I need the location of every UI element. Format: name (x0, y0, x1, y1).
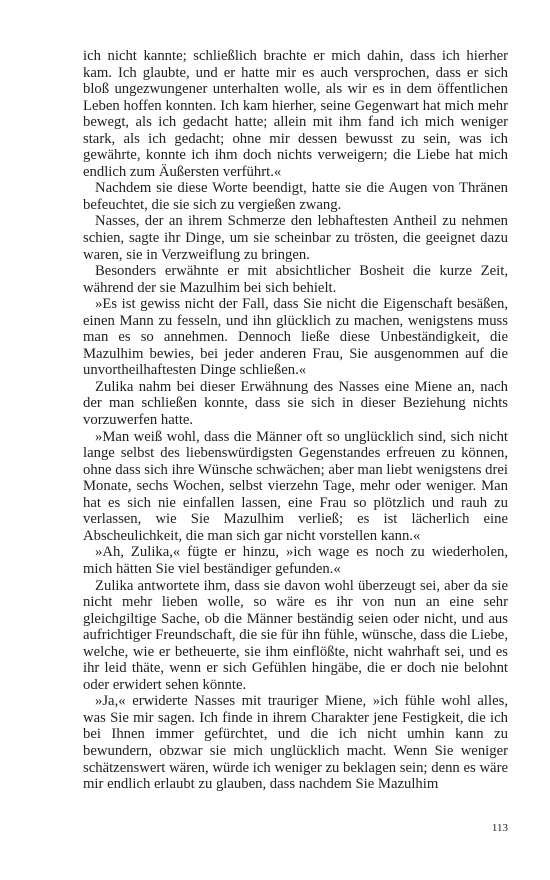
paragraph-3: Nasses, der an ihrem Schmerze den lebhaftesten Antheil zu nehmen schien, sagte ihr Dinge, um sie scheinbar zu trösten, die geeignet dazu waren, sie in Verzweiflung zu bringen. (83, 213, 508, 263)
page-number: 113 (491, 822, 508, 834)
paragraph-5: »Es ist gewiss nicht der Fall, dass Sie nicht die Eigenschaft besäßen, einen Mann zu fesseln, und ihn glücklich zu machen, wenigstens muss man es so annehmen. Dennoch ließe diese Unbeständigkeit, die Mazulhim bewies, bei jeder anderen Frau, Sie ausgenommen auf die unvortheilhaftesten Dinge schließen.« (83, 296, 508, 379)
paragraph-6: Zulika nahm bei dieser Erwähnung des Nasses eine Miene an, nach der man schließen konnte, dass sie sich in dieser Beziehung nichts vorzuwerfen hatte. (83, 378, 508, 429)
paragraph-1: ich nicht kannte; schließlich brachte er mich dahin, dass ich hierher kam. Ich glaubte, und er hatte mir es auch versprochen, dass er sich bloß ungezwungener unterhalten wolle, als wir es in dem öffentlichen Leben hoffen konnten. Ich kam hierher, seine Gegenwart hat mich mehr bewegt, als ich gedacht hatte; allein mit ihm fand ich mich weniger stark, als ich gedacht; ohne mir dessen bewusst zu sein, was ich gewährte, konnte ich ihm doch nichts verweigern; die Liebe hat mich endlich zum Äußersten verführt.« (83, 48, 508, 180)
paragraph-8: »Ah, Zulika,« fügte er hinzu, »ich wage es noch zu wiederholen, mich hätten Sie viel beständiger gefunden.« (83, 544, 508, 577)
paragraph-9: Zulika antwortete ihm, dass sie davon wohl überzeugt sei, aber da sie nicht mehr lieben wolle, so wäre es ihr von nun an eine sehr gleichgiltige Sache, ob die Männer beständig seien oder nicht, und aus aufrichtiger Freundschaft, die sie für ihn fühle, wünsche, dass die Liebe, welche, wie er betheuerte, sie ihm einflößte, nicht wahrhaft sei, und es ihr leid thäte, wenn er sich Gefühlen hingäbe, die er doch nie belohnt oder erwidert sehen könnte. (83, 577, 508, 693)
paragraph-7: »Man weiß wohl, dass die Männer oft so unglücklich sind, sich nicht lange selbst des liebenswürdigsten Gegenstandes erfreuen zu können, ohne dass sich ihre Wünsche schwächen; aber man liebt wenigstens drei Monate, sechs Wochen, selbst vierzehn Tage, mehr oder weniger. Man hat es sich nie einfallen lassen, eine Frau so plötzlich und rauh zu verlassen, wie Sie Mazulhim verließ; es ist lächerlich eine Abscheulichkeit, die man sich gar nicht vorstellen kann.« (83, 428, 508, 544)
paragraph-10: »Ja,« erwiderte Nasses mit trauriger Miene, »ich fühle wohl alles, was Sie mir sagen. Ich finde in ihrem Charakter jene Festigkeit, die ich bei Ihnen immer gefürchtet, und die ich nicht umhin kann zu bewundern, obzwar sie mich unglücklich macht. Wenn Sie weniger schätzenswert wären, würde ich weniger zu beklagen sein; denn es wäre mir endlich erlaubt zu glauben, dass nachdem Sie Mazulhim (83, 693, 508, 793)
paragraph-2: Nachdem sie diese Worte beendigt, hatte sie die Augen von Thränen befeuchtet, die sie sich zu vergießen zwang. (83, 180, 508, 213)
page-body (83, 48, 508, 793)
paragraph-4: Besonders erwähnte er mit absichtlicher Bosheit die kurze Zeit, während der sie Mazulhim bei sich behielt. (83, 263, 508, 296)
